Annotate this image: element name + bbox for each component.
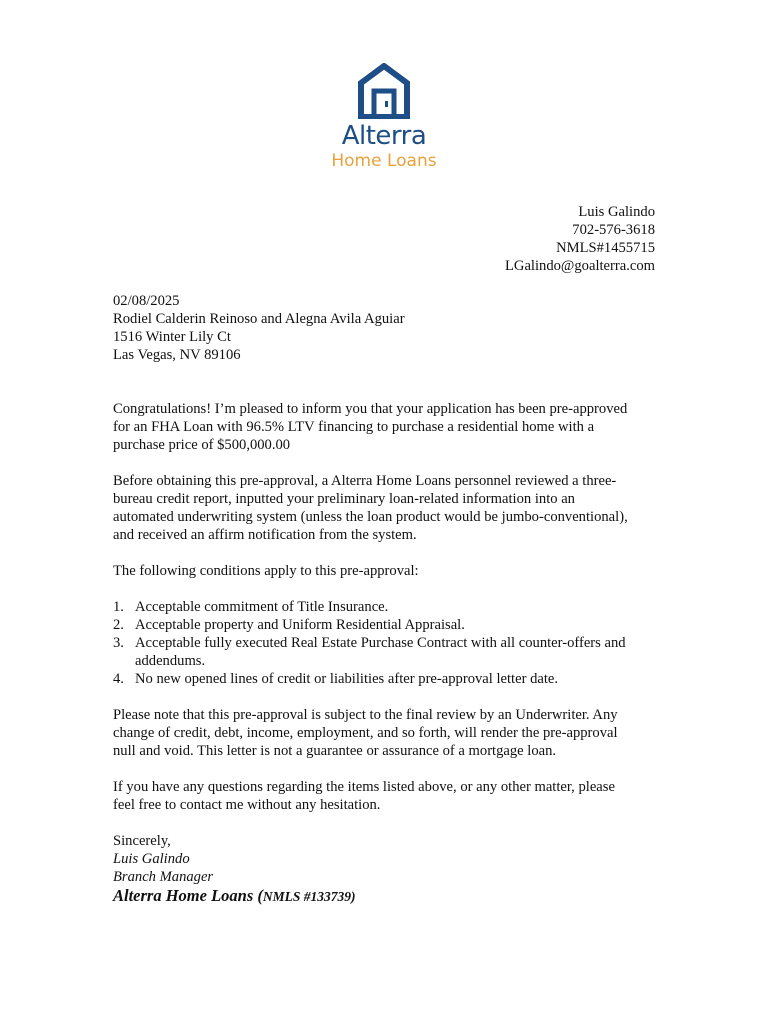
list-item-number: 4. [113,671,124,687]
house-icon [357,63,411,119]
paragraph-line: feel free to contact me without any hesitation. [113,797,381,813]
recipient-names: Rodiel Calderin Reinoso and Alegna Avila Aguiar [113,311,405,327]
paragraph-line: If you have any questions regarding the items listed above, or any other matter, please [113,779,615,795]
paragraph-line: Please note that this pre-approval is subject to the final review by an Underwriter. Any [113,707,618,723]
review-paragraph [113,472,658,544]
sender-phone: 702-576-3618 [572,222,655,238]
list-item [113,670,658,688]
paragraph-line: Before obtaining this pre-approval, a Alterra Home Loans personnel reviewed a three- [113,473,617,489]
paragraph-line: null and void. This letter is not a guarantee or assurance of a mortgage loan. [113,743,557,759]
list-item [113,616,658,634]
conditions-intro: The following conditions apply to this pre-approval: [113,563,419,579]
signer-company [113,886,658,907]
recipient-block [113,292,658,364]
underwriter-note-paragraph [113,706,658,760]
sender-block [505,203,655,275]
list-item [113,634,658,670]
sender-name: Luis Galindo [578,204,655,220]
closing-salutation: Sincerely, [113,833,171,849]
company-nmls: NMLS #133739) [262,889,356,904]
list-item-text: No new opened lines of credit or liabilities after pre-approval letter date. [135,671,559,687]
paragraph-line: for an FHA Loan with 96.5% LTV financing to purchase a residential home with a [113,419,595,435]
paragraph-line: change of credit, debt, income, employment, and so forth, will render the pre-approval [113,725,618,741]
questions-paragraph [113,778,658,814]
sender-email: LGalindo@goalterra.com [505,258,655,274]
company-name: Alterra Home Loans ( [113,886,263,905]
paragraph-line: automated underwriting system (unless the loan product would be jumbo-conventional), [113,509,628,525]
logo-brand-name: Alterra [341,121,427,151]
recipient-city: Las Vegas, NV 89106 [113,347,241,363]
list-item [113,598,658,616]
paragraph-line: purchase price of $500,000.00 [113,437,291,453]
letter-body [113,292,658,907]
company-logo [320,63,448,173]
paragraph-line: and received an affirm notification from the system. [113,527,417,543]
paragraph-line: Congratulations! I’m pleased to inform you that your application has been pre-approved [113,401,628,417]
list-item-text: addendums. [135,653,206,669]
recipient-street: 1516 Winter Lily Ct [113,329,231,345]
paragraph-line: bureau credit report, inputted your preliminary loan-related information into an [113,491,575,507]
sender-nmls: NMLS#1455715 [556,240,655,256]
signer-title: Branch Manager [113,869,214,885]
list-item-number: 1. [113,599,124,615]
list-item-text: Acceptable fully executed Real Estate Purchase Contract with all counter-offers and [135,635,626,651]
list-item-text: Acceptable commitment of Title Insurance. [135,599,389,615]
letter-date: 02/08/2025 [113,293,180,309]
list-item-number: 3. [113,635,124,651]
conditions-list [113,598,658,688]
congratulations-paragraph [113,400,658,454]
list-item-number: 2. [113,617,124,633]
logo-brand-subtitle: Home Loans [331,151,437,171]
list-item-text: Acceptable property and Uniform Residential Appraisal. [135,617,465,633]
signature-block [113,832,658,907]
signer-name: Luis Galindo [113,851,190,867]
